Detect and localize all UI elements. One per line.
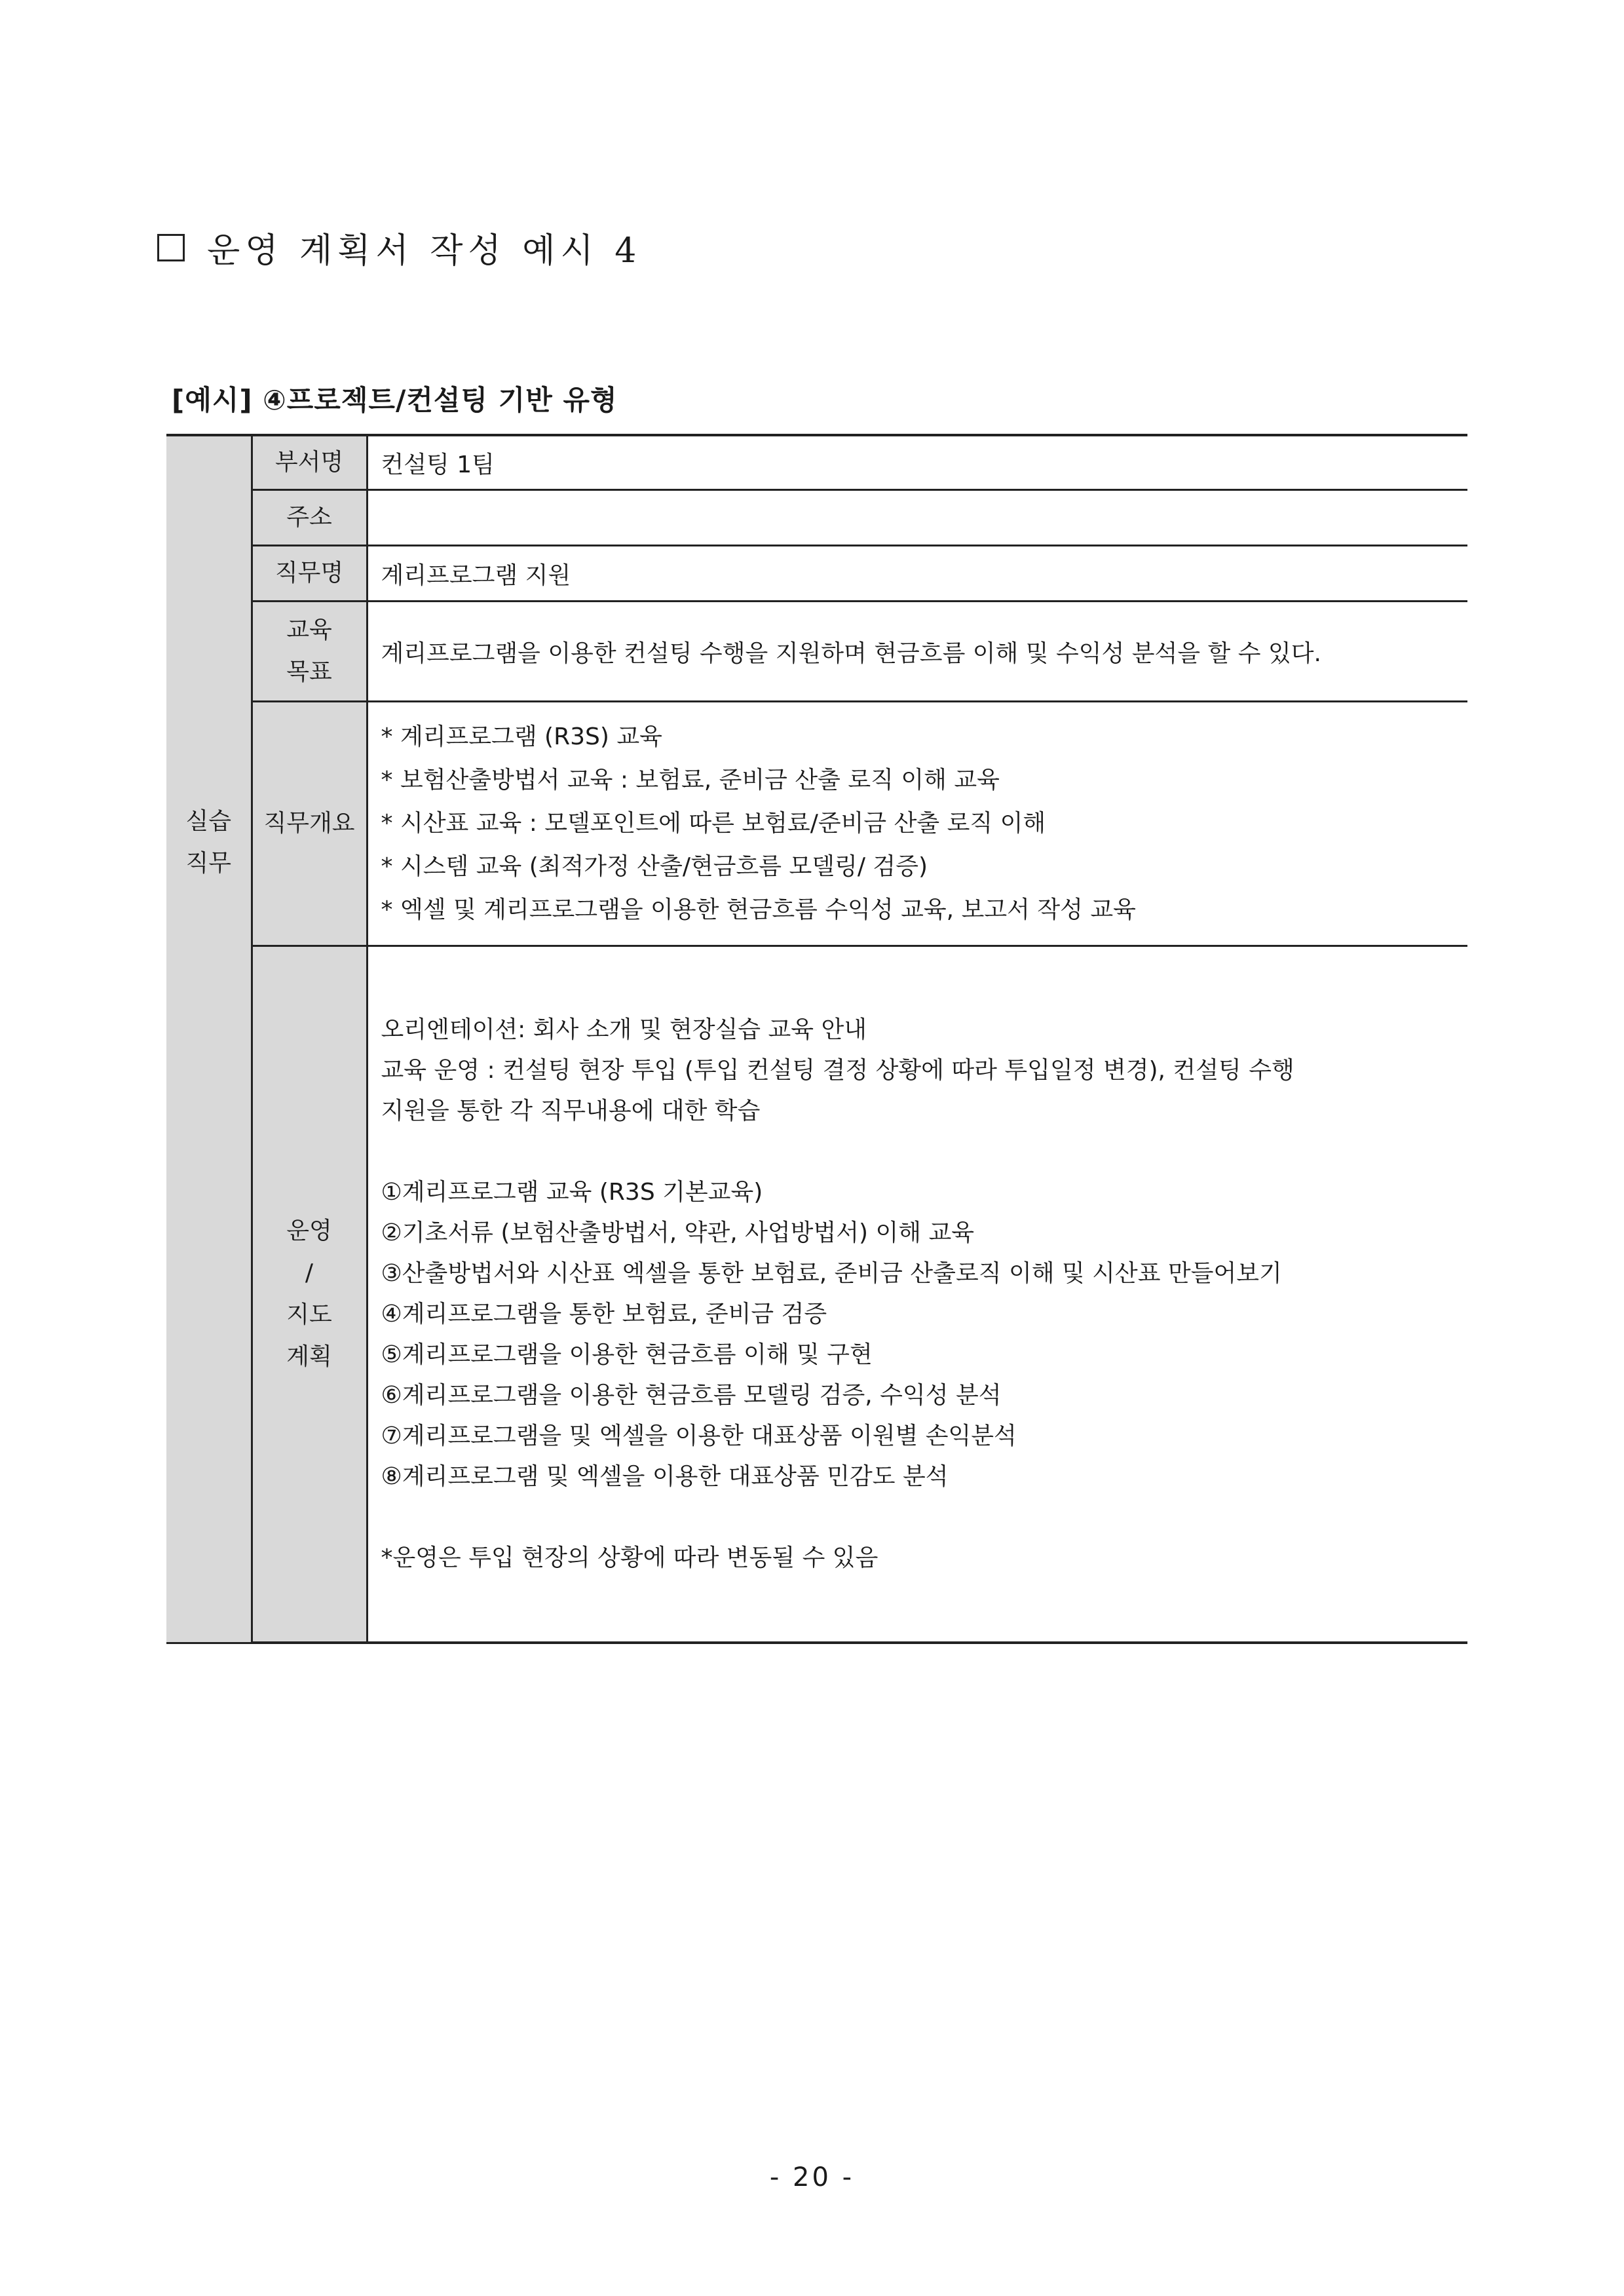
table-row-overview xyxy=(166,702,1467,946)
list-item: * 시산표 교육 : 모델포인트에 따른 보험료/준비금 산출 로직 이해 xyxy=(381,810,1046,837)
plan-intro-line: 지원을 통한 각 직무내용에 대한 학습 xyxy=(381,1098,761,1124)
plan-step: ⑧계리프로그램 및 엑셀을 이용한 대표상품 민감도 분석 xyxy=(381,1463,949,1490)
plan-step: ⑥계리프로그램을 이용한 현금흐름 모델링 검증, 수익성 분석 xyxy=(381,1382,1002,1409)
plan-step: ②기초서류 (보험산출방법서, 약관, 사업방법서) 이해 교육 xyxy=(381,1219,975,1246)
table-row-plan xyxy=(166,946,1467,1643)
plan-step: ③산출방법서와 시산표 엑셀을 통한 보험료, 준비금 산출로직 이해 및 시산표 만들어보기 xyxy=(381,1260,1282,1287)
goal-value: 계리프로그램을 이용한 컨설팅 수행을 지원하며 현금흐름 이해 및 수익성 분석을 할 수 있다. xyxy=(367,602,1467,702)
plan-step: ①계리프로그램 교육 (R3S 기본교육) xyxy=(381,1179,763,1206)
job-plan-table xyxy=(166,434,1467,1644)
plan-content xyxy=(367,946,1467,1643)
plan-step: ⑦계리프로그램을 및 엑셀을 이용한 대표상품 이원별 손익분석 xyxy=(381,1423,1017,1449)
plan-note: *운영은 투입 현장의 상황에 따라 변동될 수 있음 xyxy=(381,1544,878,1571)
job-value: 계리프로그램 지원 xyxy=(367,546,1467,602)
page-title xyxy=(157,223,641,272)
spacer xyxy=(381,1132,1455,1172)
plan-intro-line: 오리엔테이션: 회사 소개 및 현장실습 교육 안내 xyxy=(381,1016,867,1043)
table-row-dept xyxy=(166,435,1467,490)
section-label: [예시] ④프로젝트/컨설팅 기반 유형 xyxy=(172,384,618,416)
list-item: * 계리프로그램 (R3S) 교육 xyxy=(381,723,662,750)
page-title-text: 운영 계획서 작성 예시 4 xyxy=(207,231,642,271)
address-label: 주소 xyxy=(252,490,367,546)
page-number: - 20 - xyxy=(769,2162,855,2192)
spacer xyxy=(381,1497,1455,1538)
list-item: * 시스템 교육 (최적가정 산출/현금흐름 모델링/ 검증) xyxy=(381,853,928,880)
dept-value: 컨설팅 1팀 xyxy=(367,435,1467,490)
table-row-address xyxy=(166,490,1467,546)
table-row-goal xyxy=(166,602,1467,702)
overview-list xyxy=(367,702,1467,946)
plan-step: ⑤계리프로그램을 이용한 현금흐름 이해 및 구현 xyxy=(381,1341,873,1368)
plan-intro-line: 교육 운영 : 컨설팅 현장 투입 (투입 컨설팅 결정 상황에 따라 투입일정 변경), 컨설팅 수행 xyxy=(381,1057,1294,1084)
table-row-job xyxy=(166,546,1467,602)
outer-label-cell xyxy=(166,435,252,1643)
overview-label: 직무개요 xyxy=(252,702,367,946)
list-item: * 엑셀 및 계리프로그램을 이용한 현금흐름 수익성 교육, 보고서 작성 교육 xyxy=(381,896,1136,923)
plan-label: 운영 / 지도 계획 xyxy=(252,946,367,1643)
job-label: 직무명 xyxy=(252,546,367,602)
goal-label: 교육 목표 xyxy=(252,602,367,702)
checkbox-square-icon xyxy=(157,234,185,261)
dept-label: 부서명 xyxy=(252,435,367,490)
address-value xyxy=(367,490,1467,546)
plan-step: ④계리프로그램을 통한 보험료, 준비금 검증 xyxy=(381,1301,827,1328)
outer-label: 실습 직무 xyxy=(185,807,232,877)
list-item: * 보험산출방법서 교육 : 보험료, 준비금 산출 로직 이해 교육 xyxy=(381,767,1000,794)
